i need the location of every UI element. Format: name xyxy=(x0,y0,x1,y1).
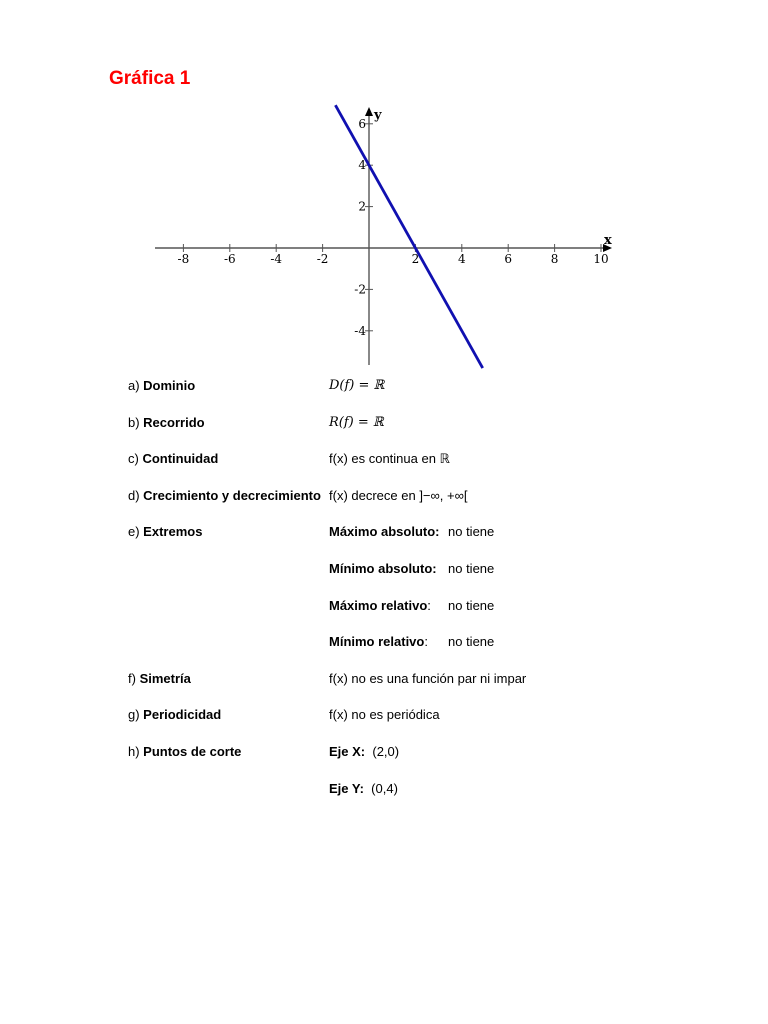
axes xyxy=(155,107,612,365)
label-simetria: f) Simetría xyxy=(128,670,191,686)
y-axis-arrow xyxy=(365,107,373,116)
value-maximo-absoluto: Máximo absoluto: no tiene xyxy=(329,524,495,540)
x-tick-label: -4 xyxy=(270,252,283,266)
row-recorrido xyxy=(128,415,688,452)
value-simetria: f(x) no es una función par ni impar xyxy=(329,670,527,686)
label-recorrido: b) Recorrido xyxy=(128,414,205,430)
row-extremos-1 xyxy=(128,524,688,561)
row-extremos-2 xyxy=(128,561,688,598)
value-maximo-relativo: Máximo relativo: no tiene xyxy=(329,597,495,613)
row-extremos-3 xyxy=(128,598,688,635)
row-continuidad xyxy=(128,451,688,488)
x-tick-label: -6 xyxy=(223,252,236,266)
row-dominio xyxy=(128,378,688,415)
row-cortes-2 xyxy=(128,781,688,818)
label-continuidad: c) Continuidad xyxy=(128,451,219,467)
row-cortes-1 xyxy=(128,744,688,781)
y-tick-label: 6 xyxy=(358,116,366,131)
x-tick-label: -8 xyxy=(177,252,190,266)
value-minimo-absoluto: Mínimo absoluto: no tiene xyxy=(329,560,495,576)
y-tick-label: 2 xyxy=(358,199,366,214)
properties-list xyxy=(128,378,688,817)
y-tick-label: -2 xyxy=(354,282,366,297)
label-periodicidad: g) Periodicidad xyxy=(128,707,222,723)
y-axis-label: y xyxy=(374,108,382,123)
page-title: Gráfica 1 xyxy=(109,68,191,89)
x-tick-label: -2 xyxy=(316,252,329,266)
x-tick-label: 2 xyxy=(411,252,420,266)
value-crecimiento: f(x) decrece en ]−∞, +∞[ xyxy=(329,487,468,503)
label-dominio: a) Dominio xyxy=(128,378,196,393)
row-periodicidad xyxy=(128,707,688,744)
row-simetria xyxy=(128,671,688,708)
x-tick-label: 10 xyxy=(593,252,609,266)
value-periodicidad: f(x) no es periódica xyxy=(329,707,440,723)
row-extremos-4 xyxy=(128,634,688,671)
y-tick-label: 4 xyxy=(358,158,366,173)
x-axis-label: x xyxy=(604,233,612,248)
x-tick-label: 8 xyxy=(550,252,559,266)
value-dominio: D(f) = ℝ xyxy=(329,378,385,393)
value-corte-eje-y: Eje Y: (0,4) xyxy=(329,780,398,796)
y-tick-label: -4 xyxy=(354,323,366,338)
ticks xyxy=(178,117,609,338)
x-tick-label: 4 xyxy=(457,252,466,266)
value-continuidad: f(x) es continua en ℝ xyxy=(329,451,450,467)
label-crecimiento: d) Crecimiento y decrecimiento xyxy=(128,487,321,503)
x-tick-label: 6 xyxy=(504,252,513,266)
value-minimo-relativo: Mínimo relativo: no tiene xyxy=(329,634,495,650)
label-extremos: e) Extremos xyxy=(128,524,203,540)
label-puntos-de-corte: h) Puntos de corte xyxy=(128,743,242,759)
value-corte-eje-x: Eje X: (2,0) xyxy=(329,743,400,759)
row-crecimiento xyxy=(128,488,688,525)
value-recorrido: R(f) = ℝ xyxy=(329,414,384,430)
